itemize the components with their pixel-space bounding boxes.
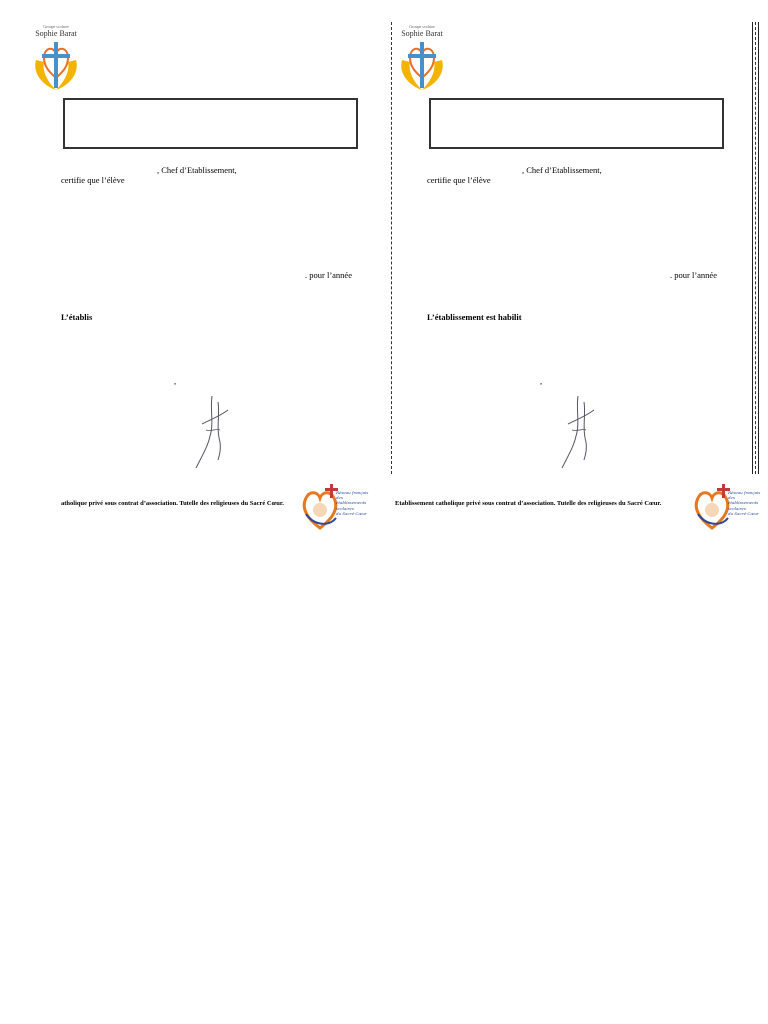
chef-etablissement-text: , Chef d’Etablissement, <box>157 165 237 175</box>
chef-etablissement-text: , Chef d’Etablissement, <box>522 165 602 175</box>
reseau-text: Réseau français des établissements scolaires du Sacré-Cœur <box>728 490 761 516</box>
habilitation-heading: L’établissement est habilit <box>427 312 522 322</box>
handwritten-signature <box>556 390 606 472</box>
heart-cross-icon <box>300 484 340 530</box>
logo-group-label: Groupe scolaire <box>43 24 69 29</box>
certify-student-text: certifie que l’élève <box>427 175 491 185</box>
heart-cross-icon <box>692 484 732 530</box>
certify-student-text: certifie que l’élève <box>61 175 125 185</box>
school-logo <box>26 20 86 96</box>
footer-text: Etablissement catholique privé sous contrat d’association. Tutelle des religieuses du Sacré Cœur. <box>395 500 662 507</box>
logo-school-name: Sophie Barat <box>401 29 443 38</box>
date-comma: , <box>540 376 543 386</box>
reseau-logo <box>300 484 372 532</box>
habilitation-heading: L’établis <box>61 312 93 322</box>
logo-school-name: Sophie Barat <box>35 29 77 38</box>
reseau-text: Réseau français des établissements scolaires du Sacré-Cœur <box>336 490 369 516</box>
footer-text: atholique privé sous contrat d’association. Tutelle des religieuses du Sacré Cœur. <box>61 500 284 507</box>
edge-rule-dashed <box>755 22 756 474</box>
cross-hands-icon <box>30 38 82 94</box>
handwritten-signature <box>190 390 240 472</box>
edge-rule <box>752 22 753 474</box>
cross-hands-icon <box>396 38 448 94</box>
certificate-title-box <box>63 98 358 149</box>
edge-rule <box>758 22 759 474</box>
certificate-panel-left <box>0 0 390 535</box>
school-year-text: . pour l’année <box>670 270 717 280</box>
reseau-logo <box>692 484 764 532</box>
logo-group-label: Groupe scolaire <box>409 24 435 29</box>
school-logo <box>392 20 452 96</box>
certificate-panel-right <box>392 0 761 535</box>
school-year-text: . pour l’année <box>305 270 352 280</box>
certificate-title-box <box>429 98 724 149</box>
date-comma: , <box>174 376 177 386</box>
